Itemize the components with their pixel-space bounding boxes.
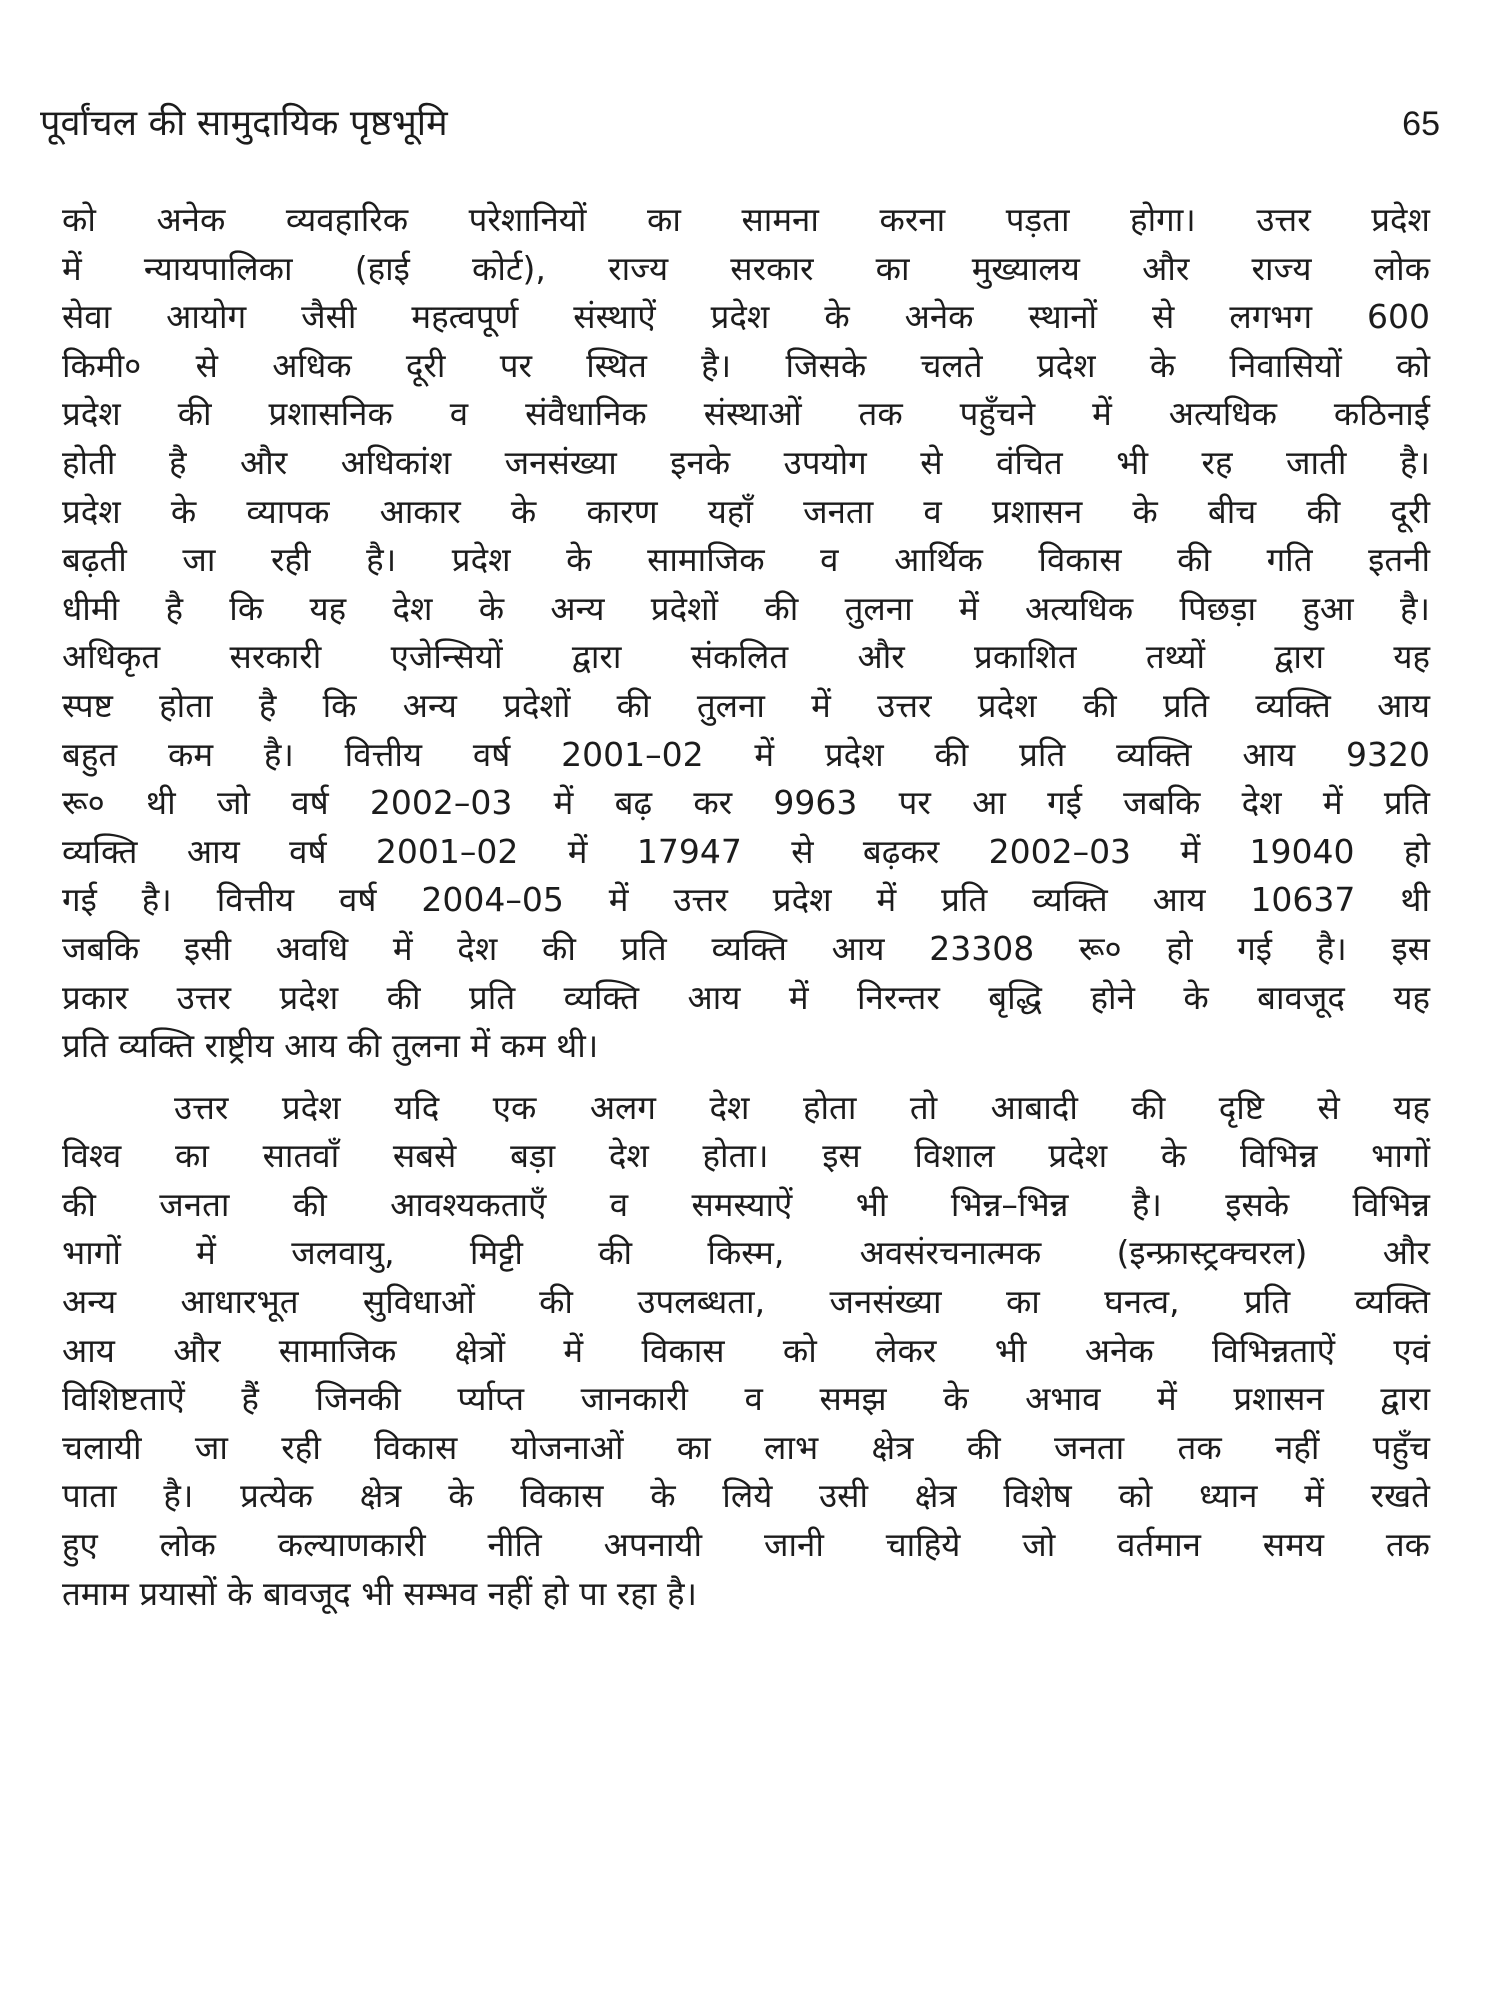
- text-line: बहुत कम है। वित्तीय वर्ष 2001–02 में प्रदेश की प्रति व्यक्ति आय 9320: [62, 734, 1430, 774]
- paragraph-gap: [62, 1071, 1430, 1084]
- text-line: गई है। वित्तीय वर्ष 2004–05 में उत्तर प्रदेश में प्रति व्यक्ति आय 10637 थी: [62, 880, 1430, 920]
- text-line: प्रदेश के व्यापक आकार के कारण यहाँ जनता व प्रशासन के बीच की दूरी: [62, 491, 1430, 531]
- text-line: जबकि इसी अवधि में देश की प्रति व्यक्ति आय 23308 रू० हो गई है। इस: [62, 928, 1430, 968]
- running-head: [40, 100, 1440, 160]
- text-line: विशिष्टताऐं हैं जिनकी र्प्याप्त जानकारी व समझ के अभाव में प्रशासन द्वारा: [62, 1379, 1430, 1419]
- text-line: धीमी है कि यह देश के अन्य प्रदेशों की तुलना में अत्यधिक पिछड़ा हुआ है।: [62, 588, 1430, 628]
- text-line: होती है और अधिकांश जनसंख्या इनके उपयोग से वंचित भी रह जाती है।: [62, 442, 1430, 482]
- text-line: को अनेक व्यवहारिक परेशानियों का सामना करना पड़ता होगा। उत्तर प्रदेश: [62, 200, 1430, 239]
- text-line: प्रदेश की प्रशासनिक व संवैधानिक संस्थाओं तक पहुँचने में अत्यधिक कठिनाई: [62, 394, 1430, 434]
- text-line: अन्य आधारभूत सुविधाओं की उपलब्धता, जनसंख्या का घनत्व, प्रति व्यक्ति: [62, 1282, 1430, 1322]
- text-line: रू० थी जो वर्ष 2002–03 में बढ़ कर 9963 पर आ गई जबकि देश में प्रति: [62, 783, 1430, 823]
- text-line: किमी० से अधिक दूरी पर स्थित है। जिसके चलते प्रदेश के निवासियों को: [62, 345, 1430, 385]
- text-line: व्यक्ति आय वर्ष 2001–02 में 17947 से बढ़कर 2002–03 में 19040 हो: [62, 831, 1430, 871]
- text-line: में न्यायपालिका (हाई कोर्ट), राज्य सरकार का मुख्यालय और राज्य लोक: [62, 248, 1430, 288]
- text-line: चलायी जा रही विकास योजनाओं का लाभ क्षेत्र की जनता तक नहीं पहुँच: [62, 1427, 1430, 1467]
- text-line: बढ़ती जा रही है। प्रदेश के सामाजिक व आर्थिक विकास की गति इतनी: [62, 540, 1430, 580]
- body-text: [62, 196, 1430, 1618]
- text-line: सेवा आयोग जैसी महत्वपूर्ण संस्थाऐं प्रदेश के अनेक स्थानों से लगभग 600: [62, 297, 1430, 337]
- text-line: विश्व का सातवाँ सबसे बड़ा देश होता। इस विशाल प्रदेश के विभिन्न भागों: [62, 1136, 1430, 1176]
- text-line: प्रकार उत्तर प्रदेश की प्रति व्यक्ति आय में निरन्तर बृद्धि होने के बावजूद यह: [62, 977, 1430, 1017]
- page-number: 65: [1402, 105, 1440, 143]
- text-line: अधिकृत सरकारी एजेन्सियों द्वारा संकलित और प्रकाशित तथ्यों द्वारा यह: [62, 637, 1430, 677]
- text-line: हुए लोक कल्याणकारी नीति अपनायी जानी चाहिये जो वर्तमान समय तक: [62, 1525, 1430, 1565]
- text-line: स्पष्ट होता है कि अन्य प्रदेशों की तुलना में उत्तर प्रदेश की प्रति व्यक्ति आय: [62, 685, 1430, 725]
- text-line: भागों में जलवायु, मिट्टी की किस्म, अवसंरचनात्मक (इन्फ्रास्ट्रक्चरल) और: [62, 1233, 1430, 1273]
- text-line: उत्तर प्रदेश यदि एक अलग देश होता तो आबादी की दृष्टि से यह: [174, 1087, 1430, 1127]
- text-line: की जनता की आवश्यकताएँ व समस्याऐं भी भिन्न–भिन्न है। इसके विभिन्न: [62, 1184, 1430, 1224]
- paragraph-1: [62, 196, 1430, 1071]
- text-line: पाता है। प्रत्येक क्षेत्र के विकास के लिये उसी क्षेत्र विशेष को ध्यान में रखते: [62, 1476, 1430, 1516]
- text-line: तमाम प्रयासों के बावजूद भी सम्भव नहीं हो पा रहा है।: [62, 1573, 697, 1613]
- text-line: प्रति व्यक्ति राष्ट्रीय आय की तुलना में कम थी।: [62, 1026, 599, 1066]
- chapter-title: पूर्वांचल की सामुदायिक पृष्ठभूमि: [40, 103, 448, 144]
- text-line: आय और सामाजिक क्षेत्रों में विकास को लेकर भी अनेक विभिन्नताऐं एवं: [62, 1330, 1430, 1370]
- paragraph-2: [62, 1084, 1430, 1619]
